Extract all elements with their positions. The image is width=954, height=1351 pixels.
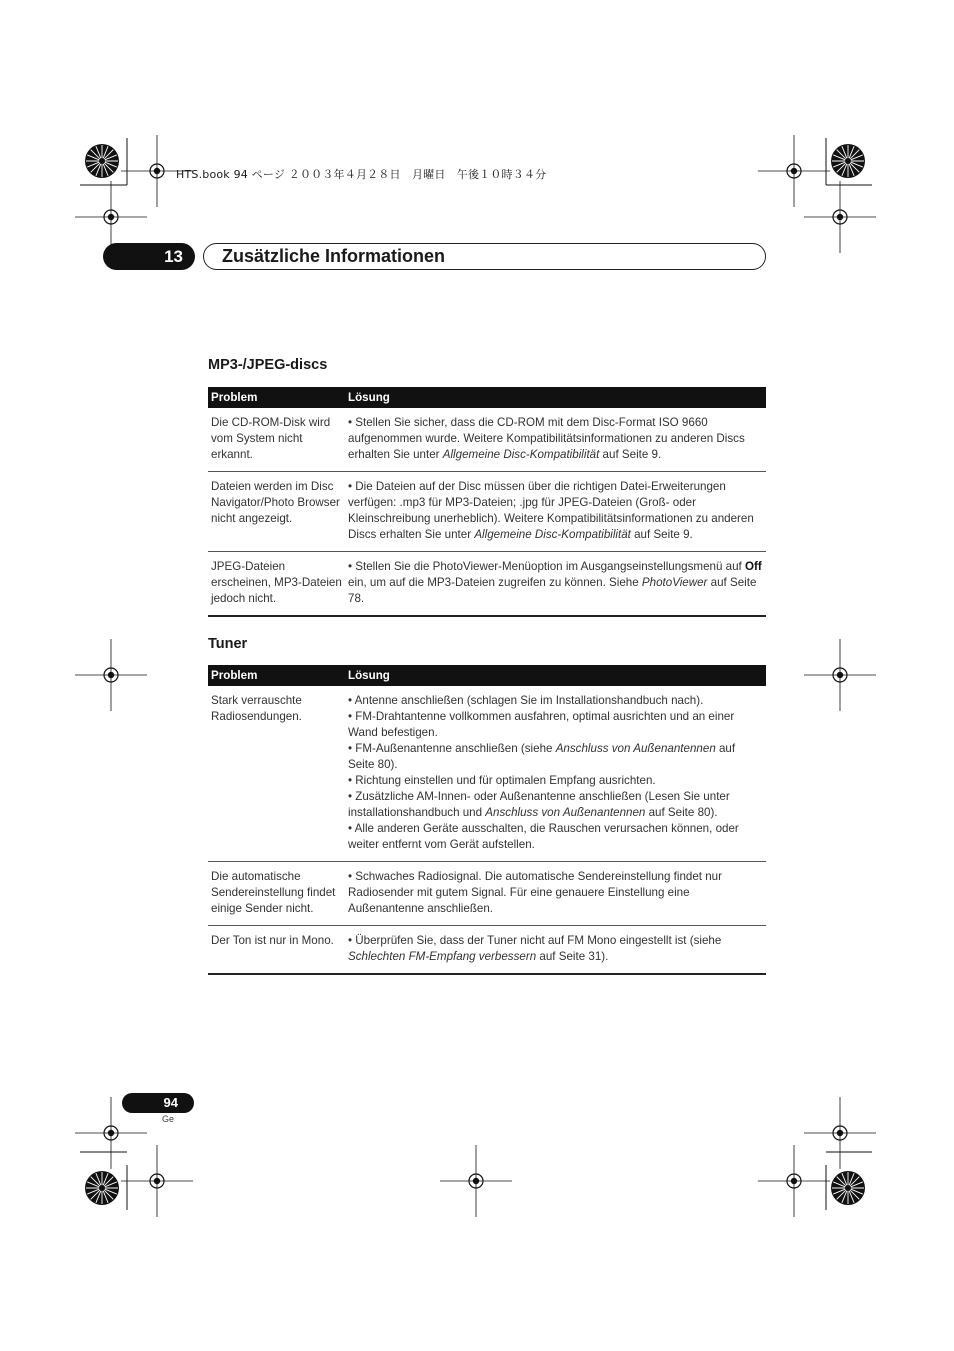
table-row — [208, 862, 766, 926]
starburst-top-right — [831, 144, 865, 178]
column-header-problem: Problem — [208, 665, 345, 686]
column-header-problem: Problem — [208, 387, 345, 408]
column-header-solution: Lösung — [345, 387, 766, 408]
chapter-number-badge: 13 — [103, 243, 195, 270]
problem-cell: Dateien werden im Disc Navigator/Photo Browser nicht angezeigt. — [208, 472, 345, 552]
solution-cell: • Stellen Sie die PhotoViewer-Menüoption im Ausgangseinstellungsmenü auf Off ein, um auf die MP3-Dateien zugreifen zu können. Siehe PhotoViewer auf Seite 78. — [345, 552, 766, 617]
solution-cell: • Schwaches Radiosignal. Die automatische Sendereinstellung findet nur Radiosender mit gutem Signal. Für eine genauere Einstellung eine Außenantenne anschließen. — [345, 862, 766, 926]
page-number-badge: 94 — [122, 1093, 194, 1113]
solution-cell: • Stellen Sie sicher, dass die CD-ROM mit dem Disc-Format ISO 9660 aufgenommen wurde. Weitere Kompatibilitätsinformationen zu anderen Discs erhalten Sie unter Allgemeine Disc-Kompatibilität auf Seite 9. — [345, 408, 766, 472]
problem-cell: Der Ton ist nur in Mono. — [208, 926, 345, 975]
chapter-title: Zusätzliche Informationen — [203, 243, 766, 270]
page-language-code: Ge — [162, 1114, 175, 1124]
problem-cell: Die automatische Sendereinstellung findet einige Sender nicht. — [208, 862, 345, 926]
table-header-row — [208, 665, 766, 686]
table-row — [208, 552, 766, 617]
solution-cell: • Die Dateien auf der Disc müssen über die richtigen Datei-Erweiterungen verfügen: .mp3 für MP3-Dateien; .jpg für JPEG-Dateien (Groß- oder Kleinschreibung unerheblich). Weitere Kompatibilitätsinformationen zu anderen Discs erhalten Sie unter Allgemeine Disc-Kompatibilität auf Seite 9. — [345, 472, 766, 552]
solution-cell: • Antenne anschließen (schlagen Sie im Installationshandbuch nach). • FM-Drahtantenne vollkommen ausfahren, optimal ausrichten und an einer Wand befestigen. • FM-Außenantenne anschließen (siehe Anschluss von Außenantennen auf Seite 80). • Richtung einstellen und für optimalen Empfang ausrichten. • Zusätzliche AM-Innen- oder Außenantenne anschließen (Lesen Sie unter installationshandbuch und Anschluss von Außenantennen auf Seite 80). • Alle anderen Geräte ausschalten, die Rauschen verursachen können, oder weiter entfernt vom Gerät aufstellen. — [345, 686, 766, 862]
mp3-jpeg-troubleshooting-table — [208, 387, 766, 617]
print-header: HTS.book 94 ページ ２００３年４月２８日 月曜日 午後１０時３４分 — [176, 168, 547, 181]
tuner-troubleshooting-table — [208, 665, 766, 975]
section-title-mp3-jpeg: MP3-/JPEG-discs — [208, 357, 328, 373]
starburst-bottom-left — [85, 1171, 119, 1205]
table-row — [208, 926, 766, 975]
solution-cell: • Überprüfen Sie, dass der Tuner nicht auf FM Mono eingestellt ist (siehe Schlechten FM-Empfang verbessern auf Seite 31). — [345, 926, 766, 975]
problem-cell: Stark verrauschte Radiosendungen. — [208, 686, 345, 862]
problem-cell: JPEG-Dateien erscheinen, MP3-Dateien jedoch nicht. — [208, 552, 345, 617]
starburst-bottom-right — [831, 1171, 865, 1205]
table-header-row — [208, 387, 766, 408]
table-row — [208, 408, 766, 472]
table-row — [208, 472, 766, 552]
section-title-tuner: Tuner — [208, 636, 248, 652]
starburst-top-left — [85, 144, 119, 178]
table-row — [208, 686, 766, 862]
problem-cell: Die CD-ROM-Disk wird vom System nicht erkannt. — [208, 408, 345, 472]
column-header-solution: Lösung — [345, 665, 766, 686]
